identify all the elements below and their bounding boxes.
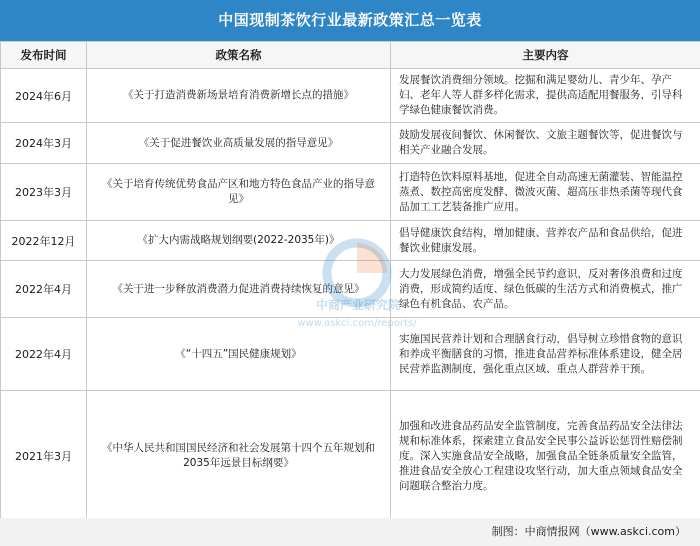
column-header-date: 发布时间 [1,42,87,69]
table-header-row [1,42,700,69]
policy-name-cell: 《关于打造消费新场景培育消费新增长点的措施》 [87,69,391,123]
policy-table [0,41,700,522]
main-content-cell: 大力发展绿色消费，增强全民节约意识，反对奢侈浪费和过度消费，形成简约适度、绿色低碳的生活方式和消费模式，推广绿色有机食品、农产品。 [391,261,700,318]
main-content-cell: 倡导健康饮食结构，增加健康、营养农产品和食品供给，促进餐饮业健康发展。 [391,221,700,261]
release-date-cell: 2023年3月 [1,164,87,221]
footer-credit: 制图：中商情报网（www.askci.com） [491,525,686,538]
release-date-cell: 2024年3月 [1,123,87,164]
watermark-url: www.askci.com/reports/ [297,318,417,329]
release-date-cell: 2021年3月 [1,391,87,522]
column-header-main-content: 主要内容 [391,42,700,69]
main-content-cell: 实施国民营养计划和合理膳食行动，倡导树立珍惜食物的意识和养成平衡膳食的习惯，推进食品营养标准体系建设，健全居民营养监测制度，强化重点区域、重点人群营养干预。 [391,318,700,391]
main-content-cell: 打造特色饮料原料基地，促进全自动高速无菌灌装、智能温控蒸煮、数控高密度发酵、微波灭菌、超高压非热杀菌等现代食品加工工艺装备推广应用。 [391,164,700,221]
policy-name-cell: 《关于培育传统优势食品产区和地方特色食品产业的指导意见》 [87,164,391,221]
table-row [1,391,700,522]
table-row [1,261,700,318]
table-row [1,164,700,221]
policy-name-cell: 《中华人民共和国国民经济和社会发展第十四个五年规划和2035年远景目标纲要》 [87,391,391,522]
release-date-cell: 2022年12月 [1,221,87,261]
column-header-policy-name: 政策名称 [87,42,391,69]
policy-name-cell: 《关于进一步释放消费潜力促进消费持续恢复的意见》 [87,261,391,318]
footer-bar [0,518,700,546]
main-content-cell: 鼓励发展夜间餐饮、休闲餐饮、文旅主题餐饮等，促进餐饮与相关产业融合发展。 [391,123,700,164]
page-title: 中国现制茶饮行业最新政策汇总一览表 [0,0,700,41]
watermark-text: 中商产业研究院 [315,298,400,312]
release-date-cell: 2022年4月 [1,261,87,318]
main-content-cell: 发展餐饮消费细分领域。挖掘和满足婴幼儿、青少年、孕产妇、老年人等人群多样化需求，提供高适配用餐服务，引导科学绿色健康餐饮消费。 [391,69,700,123]
release-date-cell: 2024年6月 [1,69,87,123]
policy-name-cell: 《关于促进餐饮业高质量发展的指导意见》 [87,123,391,164]
policy-name-cell: 《“十四五”国民健康规划》 [87,318,391,391]
table-row [1,69,700,123]
table-row [1,221,700,261]
main-content-cell: 加强和改进食品药品安全监管制度，完善食品药品安全法律法规和标准体系，探索建立食品安全民事公益诉讼惩罚性赔偿制度。深入实施食品安全战略，加强食品全链条质量安全监管，推进食品安全放心工程建设攻坚行动，加大重点领域食品安全问题联合整治力度。 [391,391,700,522]
release-date-cell: 2022年4月 [1,318,87,391]
policy-name-cell: 《扩大内需战略规划纲要(2022-2035年)》 [87,221,391,261]
table-row [1,318,700,391]
table-row [1,123,700,164]
